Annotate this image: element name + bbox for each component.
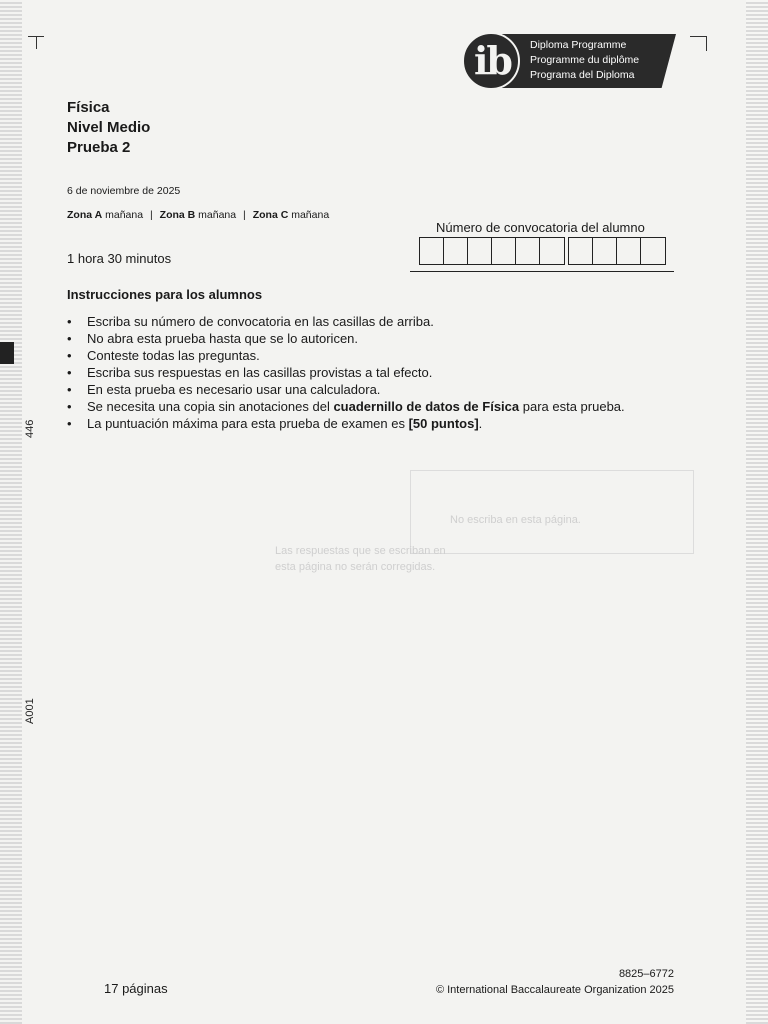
candidate-digit-box[interactable] <box>569 238 593 264</box>
exam-title <box>67 98 150 158</box>
show-through-line-1: No escriba en esta página. <box>450 514 581 526</box>
registration-tab <box>0 342 14 364</box>
instruction-text: Escriba sus respuestas en las casillas provistas a tal efecto. <box>87 365 433 380</box>
instruction-text: No abra esta prueba hasta que se lo autoricen. <box>87 331 359 346</box>
zone-b-label: Zona B <box>159 209 196 221</box>
copyright: © International Baccalaureate Organization 2025 <box>435 984 674 996</box>
zone-a-label: Zona A <box>67 209 103 221</box>
zone-c-time: mañana <box>291 209 330 221</box>
candidate-digit-box[interactable] <box>468 238 492 264</box>
candidate-box-group <box>419 237 565 265</box>
instruction-item <box>67 398 625 415</box>
candidate-digit-box[interactable] <box>540 238 564 264</box>
instruction-emphasis: cuadernillo de datos de Física <box>333 399 520 414</box>
instruction-text-end: para esta prueba. <box>519 399 625 414</box>
exam-duration: 1 hora 30 minutos <box>67 251 172 266</box>
zone-c-label: Zona C <box>252 209 289 221</box>
side-label-top: 446 <box>24 419 36 438</box>
exam-date: 6 de noviembre de 2025 <box>67 185 181 197</box>
candidate-digit-box[interactable] <box>492 238 516 264</box>
instruction-emphasis: [50 puntos] <box>408 416 479 431</box>
left-scan-strip <box>0 0 22 1024</box>
page-count: 17 páginas <box>104 981 168 996</box>
instruction-item <box>67 347 625 364</box>
instruction-text: Escriba su número de convocatoria en las casillas de arriba. <box>87 314 434 329</box>
candidate-digit-box[interactable] <box>641 238 665 264</box>
zone-a-time: mañana <box>105 209 144 221</box>
paper: Prueba 2 <box>67 139 131 156</box>
instructions-list <box>67 313 625 432</box>
zones-line <box>67 209 329 221</box>
show-through-line-2: Las respuestas que se escriban en <box>275 545 446 557</box>
instructions-heading: Instrucciones para los alumnos <box>67 287 263 302</box>
zone-separator: | <box>150 209 153 221</box>
logo-line-en: Diploma Programme <box>530 39 627 51</box>
instruction-text-end: . <box>478 416 483 431</box>
instruction-item <box>67 330 625 347</box>
corner-mark-top-left <box>28 36 44 47</box>
show-through-line-3: esta página no serán corregidas. <box>275 561 436 573</box>
candidate-digit-box[interactable] <box>617 238 641 264</box>
instruction-item <box>67 415 625 432</box>
logo-ib-mark: ib <box>474 38 512 83</box>
instruction-item <box>67 364 625 381</box>
side-label-bottom: A001 <box>24 698 36 724</box>
right-scan-strip <box>746 0 768 1024</box>
instruction-text: Se necesita una copia sin anotaciones del <box>87 399 334 414</box>
subject: Física <box>67 99 110 116</box>
footer-code <box>436 966 674 998</box>
logo-line-fr: Programme du diplôme <box>530 54 640 66</box>
ib-logo <box>462 32 676 90</box>
instruction-item <box>67 381 625 398</box>
level: Nivel Medio <box>67 119 151 136</box>
instruction-text: Conteste todas las preguntas. <box>87 348 260 363</box>
zone-b-time: mañana <box>198 209 237 221</box>
candidate-number-boxes[interactable] <box>419 237 666 265</box>
candidate-box-group <box>568 237 666 265</box>
instruction-item <box>67 313 625 330</box>
divider-line <box>410 271 674 272</box>
instruction-text: La puntuación máxima para esta prueba de examen es <box>87 416 409 431</box>
candidate-digit-box[interactable] <box>420 238 444 264</box>
corner-mark-top-right <box>690 36 707 51</box>
show-through-box <box>410 470 694 554</box>
candidate-digit-box[interactable] <box>516 238 540 264</box>
candidate-digit-box[interactable] <box>444 238 468 264</box>
logo-programme-names <box>530 38 639 83</box>
candidate-digit-box[interactable] <box>593 238 617 264</box>
paper-code: 8825–6772 <box>618 968 674 980</box>
logo-line-es: Programa del Diploma <box>530 69 635 81</box>
candidate-number-label: Número de convocatoria del alumno <box>436 220 645 235</box>
zone-separator: | <box>243 209 246 221</box>
logo-circle <box>462 32 520 90</box>
instruction-text: En esta prueba es necesario usar una calculadora. <box>87 382 381 397</box>
